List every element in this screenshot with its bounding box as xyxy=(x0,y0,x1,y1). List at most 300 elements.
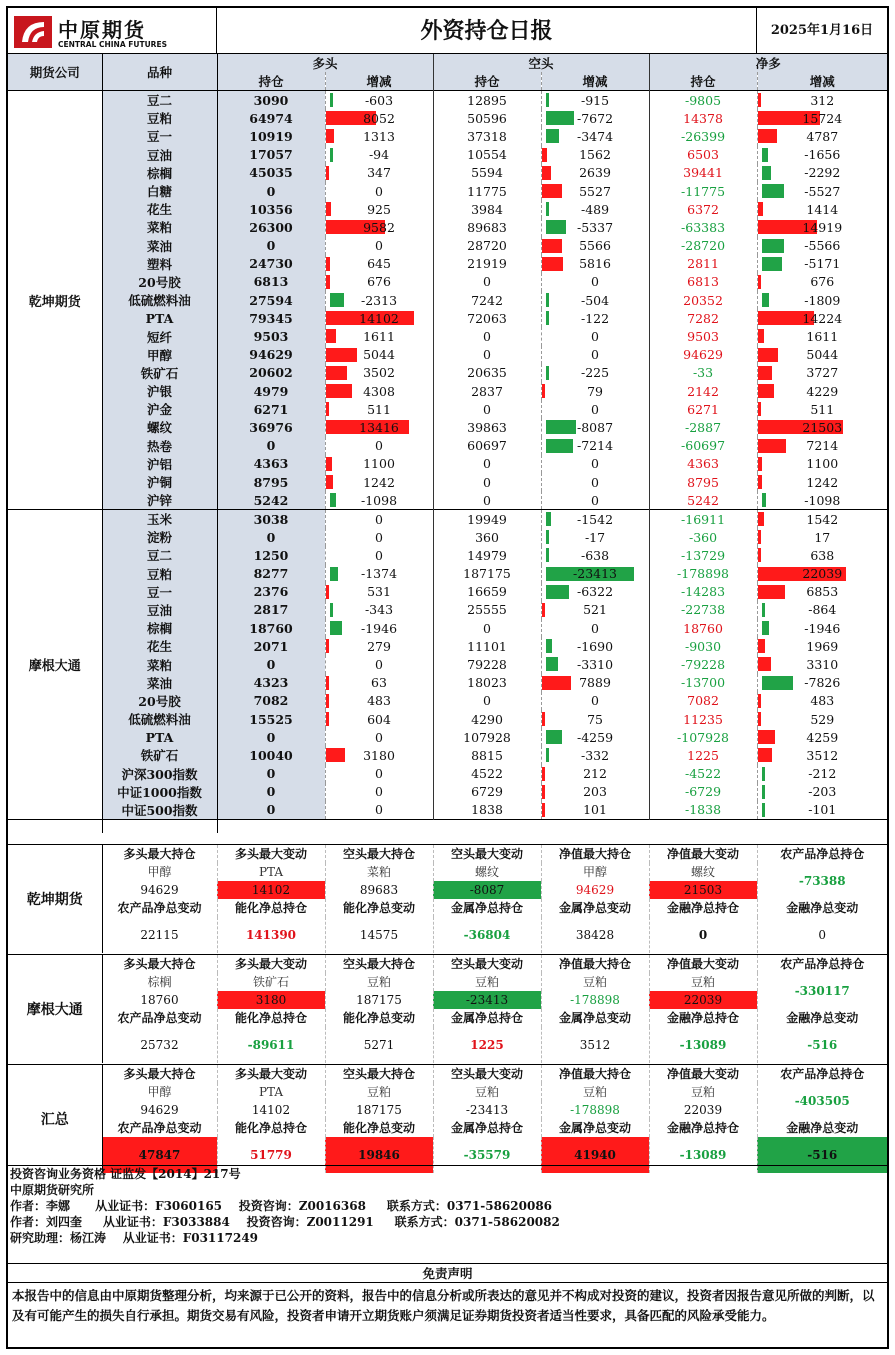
change-cell xyxy=(325,400,433,418)
summary-value: 14102 xyxy=(217,1101,325,1119)
short-hold-cell xyxy=(433,127,541,145)
table-row xyxy=(8,655,887,673)
cell-value: 0 xyxy=(483,474,491,490)
col-short: 空头 xyxy=(433,54,649,72)
increase-bar xyxy=(326,329,336,343)
table-row xyxy=(8,601,887,619)
net-hold-cell xyxy=(649,583,757,601)
decrease-bar xyxy=(546,311,549,325)
instrument-cell: 铁矿石 xyxy=(102,364,217,382)
summary-values2-row xyxy=(8,1027,887,1063)
cell-value: 0 xyxy=(266,238,276,254)
cell-value: 0 xyxy=(483,693,491,709)
decrease-bar xyxy=(762,184,784,198)
summary-company: 摩根大通 xyxy=(8,955,102,1063)
net-hold-cell xyxy=(649,546,757,564)
summary-label: 金属净总变动 xyxy=(541,1009,649,1027)
increase-bar xyxy=(542,239,563,253)
summary-value: 41940 xyxy=(541,1137,649,1173)
cell-value: 5242 xyxy=(687,492,719,508)
change-cell xyxy=(541,400,649,418)
change-cell xyxy=(325,437,433,455)
instrument-cell: 棕榈 xyxy=(102,164,217,182)
summary-label: 金融净总持仓 xyxy=(649,1009,757,1027)
cell-value: -14283 xyxy=(681,584,726,600)
summary-label: 能化净总持仓 xyxy=(217,899,325,917)
increase-bar xyxy=(758,384,775,398)
long-hold-cell xyxy=(217,565,325,583)
cell-value: 0 xyxy=(591,456,599,472)
change-cell xyxy=(757,146,887,164)
summary-labels2-row xyxy=(8,1119,887,1137)
change-cell xyxy=(757,127,887,145)
cell-value: 0 xyxy=(483,456,491,472)
cell-value: -1809 xyxy=(804,292,841,308)
cell-value: 2071 xyxy=(253,638,289,654)
summary-table-3 xyxy=(8,1064,887,1173)
long-hold-cell xyxy=(217,327,325,345)
cell-value: 10040 xyxy=(249,747,293,763)
change-cell xyxy=(541,255,649,273)
change-cell xyxy=(541,218,649,236)
summary-instrument: PTA xyxy=(217,1083,325,1101)
cell-value: 0 xyxy=(375,547,383,563)
change-cell xyxy=(757,765,887,783)
cell-value: 11235 xyxy=(683,711,723,727)
change-cell xyxy=(325,601,433,619)
change-cell xyxy=(541,728,649,746)
increase-bar xyxy=(758,348,778,362)
change-cell xyxy=(541,327,649,345)
cell-value: -28720 xyxy=(681,238,726,254)
change-cell xyxy=(757,728,887,746)
cell-value: 2837 xyxy=(471,383,503,399)
change-cell xyxy=(325,637,433,655)
change-cell xyxy=(541,783,649,801)
change-cell xyxy=(541,801,649,820)
col-net-chg: 增减 xyxy=(757,72,887,91)
change-cell xyxy=(757,237,887,255)
col-short-hold: 持仓 xyxy=(433,72,541,91)
summary-value: 22115 xyxy=(102,917,217,953)
summary-value: 22039 xyxy=(649,1101,757,1119)
short-hold-cell xyxy=(433,583,541,601)
cell-value: 20602 xyxy=(249,365,293,381)
table-row xyxy=(8,455,887,473)
change-cell xyxy=(325,455,433,473)
cell-value: -107928 xyxy=(677,729,729,745)
cell-value: 14224 xyxy=(802,310,843,326)
short-hold-cell xyxy=(433,255,541,273)
cell-value: 3727 xyxy=(806,365,839,381)
change-cell xyxy=(325,382,433,400)
summary-label: 空头最大变动 xyxy=(433,955,541,973)
increase-bar xyxy=(542,384,545,398)
change-cell xyxy=(757,309,887,327)
summary-company: 汇总 xyxy=(8,1065,102,1173)
decrease-bar xyxy=(330,567,339,581)
cell-value: -63383 xyxy=(681,219,726,235)
cell-value: -864 xyxy=(808,602,837,618)
cell-value: -7214 xyxy=(577,438,614,454)
short-hold-cell xyxy=(433,437,541,455)
change-cell xyxy=(757,674,887,692)
cell-value: 0 xyxy=(375,784,383,800)
long-hold-cell xyxy=(217,692,325,710)
col-company: 期货公司 xyxy=(8,54,102,91)
table-row xyxy=(8,473,887,491)
long-hold-cell xyxy=(217,291,325,309)
change-cell xyxy=(541,601,649,619)
cell-value: 1100 xyxy=(363,456,395,472)
long-hold-cell xyxy=(217,601,325,619)
cell-value: -638 xyxy=(580,547,610,563)
instrument-cell: 沪铜 xyxy=(102,473,217,491)
cell-value: -3474 xyxy=(577,128,614,144)
summary-value: -35579 xyxy=(433,1137,541,1173)
cell-value: -26399 xyxy=(681,128,726,144)
short-hold-cell xyxy=(433,182,541,200)
cell-value: 6729 xyxy=(471,784,503,800)
decrease-bar xyxy=(546,420,576,434)
summary-values-row xyxy=(8,991,887,1009)
cell-value: 0 xyxy=(266,784,276,800)
decrease-bar xyxy=(762,257,783,271)
instrument-cell: 菜油 xyxy=(102,674,217,692)
cell-value: -8087 xyxy=(577,419,614,435)
cell-value: 7082 xyxy=(253,693,289,709)
cell-value: 521 xyxy=(583,602,607,618)
cell-value: 79228 xyxy=(467,657,507,673)
cell-value: 45035 xyxy=(249,165,293,181)
cell-value: 0 xyxy=(266,529,276,545)
cell-value: 8277 xyxy=(253,566,289,582)
cell-value: 212 xyxy=(583,766,607,782)
change-cell xyxy=(541,583,649,601)
footer-institute: 中原期货研究所 xyxy=(10,1183,95,1197)
change-cell xyxy=(757,601,887,619)
cell-value: 1313 xyxy=(363,128,395,144)
cell-value: 4290 xyxy=(471,711,503,727)
instrument-cell: 沪银 xyxy=(102,382,217,400)
cell-value: 0 xyxy=(375,802,383,818)
change-cell xyxy=(541,674,649,692)
increase-bar xyxy=(542,785,545,799)
cell-value: 19949 xyxy=(467,511,507,527)
instrument-cell: 豆二 xyxy=(102,546,217,564)
increase-bar xyxy=(326,402,329,416)
long-hold-cell xyxy=(217,710,325,728)
summary-label: 多头最大变动 xyxy=(217,845,325,863)
cell-value: -1946 xyxy=(804,620,841,636)
summary-value: 141390 xyxy=(217,917,325,953)
col-net: 净多 xyxy=(649,54,887,72)
summary-label: 金属净总持仓 xyxy=(433,1119,541,1137)
change-cell xyxy=(541,382,649,400)
net-hold-cell xyxy=(649,565,757,583)
logo-text: 中原期货 xyxy=(58,18,146,42)
summary-instrument: 甲醇 xyxy=(102,1083,217,1101)
summary-label: 金属净总持仓 xyxy=(433,899,541,917)
change-cell xyxy=(541,164,649,182)
net-hold-cell xyxy=(649,146,757,164)
cell-value: 1225 xyxy=(687,747,719,763)
blank-cell xyxy=(757,819,887,833)
summary-value: 187175 xyxy=(325,991,433,1009)
cell-value: 2817 xyxy=(253,602,289,618)
change-cell xyxy=(325,491,433,510)
decrease-bar xyxy=(762,785,765,799)
change-cell xyxy=(325,674,433,692)
cell-value: 3984 xyxy=(471,201,503,217)
change-cell xyxy=(325,218,433,236)
table-row xyxy=(8,327,887,345)
summary-value: 47847 xyxy=(102,1137,217,1173)
long-hold-cell xyxy=(217,728,325,746)
table-row xyxy=(8,491,887,510)
summary-value: -178898 xyxy=(541,991,649,1009)
cell-value: 0 xyxy=(591,401,599,417)
instrument-cell: 沪铝 xyxy=(102,455,217,473)
table-row xyxy=(8,528,887,546)
table-row xyxy=(8,765,887,783)
summary-label: 金属净总变动 xyxy=(541,899,649,917)
cell-value: 14919 xyxy=(802,219,843,235)
cell-value: -1838 xyxy=(685,802,722,818)
cell-value: 18023 xyxy=(467,675,507,691)
summary-label: 农产品净总持仓 xyxy=(757,955,887,973)
summary-instrument: 豆粕 xyxy=(541,1083,649,1101)
long-hold-cell xyxy=(217,200,325,218)
short-hold-cell xyxy=(433,382,541,400)
cell-value: -178898 xyxy=(677,566,729,582)
blank-cell xyxy=(325,819,433,833)
cell-value: 312 xyxy=(810,92,835,108)
summary-value: 0 xyxy=(649,917,757,953)
cell-value: 9503 xyxy=(253,329,289,345)
change-cell xyxy=(757,364,887,382)
cell-value: 0 xyxy=(483,401,491,417)
increase-bar xyxy=(542,257,564,271)
cell-value: 5044 xyxy=(363,347,395,363)
summary-label: 空头最大持仓 xyxy=(325,845,433,863)
long-hold-cell xyxy=(217,473,325,491)
short-hold-cell xyxy=(433,327,541,345)
cell-value: 7889 xyxy=(579,675,611,691)
change-cell xyxy=(325,127,433,145)
summary-label: 净值最大持仓 xyxy=(541,1065,649,1083)
cell-value: 5594 xyxy=(471,165,503,181)
net-hold-cell xyxy=(649,255,757,273)
long-hold-cell xyxy=(217,164,325,182)
col-long-hold: 持仓 xyxy=(217,72,325,91)
blank-row xyxy=(8,819,887,833)
cell-value: 24730 xyxy=(249,256,293,272)
blank-cell xyxy=(102,819,217,833)
cell-value: 604 xyxy=(367,711,391,727)
cell-value: 10919 xyxy=(249,128,293,144)
cell-value: 101 xyxy=(583,802,607,818)
decrease-bar xyxy=(546,530,549,544)
cell-value: 21503 xyxy=(802,419,843,435)
cell-value: 0 xyxy=(591,347,599,363)
change-cell xyxy=(757,583,887,601)
increase-bar xyxy=(542,603,545,617)
net-hold-cell xyxy=(649,473,757,491)
cell-value: 10356 xyxy=(249,201,293,217)
summary-value: -36804 xyxy=(433,917,541,953)
change-cell xyxy=(541,364,649,382)
long-hold-cell xyxy=(217,400,325,418)
cell-value: 8052 xyxy=(363,110,395,126)
decrease-bar xyxy=(330,93,334,107)
cell-value: -4522 xyxy=(685,766,722,782)
long-hold-cell xyxy=(217,510,325,529)
cell-value: 14979 xyxy=(467,547,507,563)
instrument-cell: 塑料 xyxy=(102,255,217,273)
short-hold-cell xyxy=(433,91,541,110)
cell-value: 60697 xyxy=(467,438,507,454)
cell-value: 15525 xyxy=(249,711,293,727)
net-hold-cell xyxy=(649,291,757,309)
table-row xyxy=(8,619,887,637)
short-hold-cell xyxy=(433,400,541,418)
decrease-bar xyxy=(546,657,558,671)
instrument-cell: 短纤 xyxy=(102,327,217,345)
cell-value: 25555 xyxy=(467,602,507,618)
cell-value: -915 xyxy=(580,92,610,108)
table-row xyxy=(8,218,887,236)
decrease-bar xyxy=(762,803,765,817)
cell-value: 6813 xyxy=(687,274,719,290)
change-cell xyxy=(757,473,887,491)
cell-value: 9582 xyxy=(363,219,395,235)
increase-bar xyxy=(542,767,545,781)
decrease-bar xyxy=(762,621,770,635)
summary-label: 能化净总变动 xyxy=(325,899,433,917)
cell-value: -7672 xyxy=(577,110,614,126)
summary-value: 187175 xyxy=(325,1101,433,1119)
cell-value: 27594 xyxy=(249,292,293,308)
short-hold-cell xyxy=(433,346,541,364)
change-cell xyxy=(757,510,887,529)
cell-value: -11775 xyxy=(681,183,726,199)
cell-value: -13700 xyxy=(681,675,726,691)
table-row xyxy=(8,346,887,364)
cell-value: 483 xyxy=(810,693,835,709)
decrease-bar xyxy=(546,220,566,234)
summary-instrument: 豆粕 xyxy=(649,1083,757,1101)
summary-value: -89611 xyxy=(217,1027,325,1063)
cell-value: 9503 xyxy=(687,329,719,345)
net-hold-cell xyxy=(649,674,757,692)
long-hold-cell xyxy=(217,418,325,436)
net-hold-cell xyxy=(649,783,757,801)
cell-value: 483 xyxy=(367,693,391,709)
summary-label: 金融净总变动 xyxy=(757,899,887,917)
cell-value: -1690 xyxy=(577,638,614,654)
net-hold-cell xyxy=(649,418,757,436)
summary-value: -13089 xyxy=(649,1137,757,1173)
change-cell xyxy=(325,655,433,673)
net-hold-cell xyxy=(649,528,757,546)
net-hold-cell xyxy=(649,637,757,655)
cell-value: 0 xyxy=(591,474,599,490)
cell-value: 347 xyxy=(367,165,391,181)
cell-value: 3038 xyxy=(253,511,289,527)
table-row xyxy=(8,437,887,455)
summary-labels-row xyxy=(8,955,887,973)
summary-label: 能化净总持仓 xyxy=(217,1119,325,1137)
cell-value: 3180 xyxy=(363,747,395,763)
summary-instrument: 菜粕 xyxy=(325,863,433,881)
summary-value: -23413 xyxy=(433,991,541,1009)
net-hold-cell xyxy=(649,382,757,400)
net-hold-cell xyxy=(649,182,757,200)
cell-value: 20635 xyxy=(467,365,507,381)
cell-value: 17 xyxy=(814,529,831,545)
summary-label: 农产品净总持仓 xyxy=(757,1065,887,1083)
decrease-bar xyxy=(546,639,552,653)
cell-value: -5337 xyxy=(577,219,614,235)
summary-label: 金属净总变动 xyxy=(541,1119,649,1137)
cell-value: -5527 xyxy=(804,183,841,199)
summary-names-row xyxy=(8,863,887,881)
cell-value: 5242 xyxy=(253,492,289,508)
change-cell xyxy=(541,127,649,145)
table-row xyxy=(8,728,887,746)
summary-label: 多头最大变动 xyxy=(217,955,325,973)
summary-label: 多头最大持仓 xyxy=(102,955,217,973)
long-hold-cell xyxy=(217,674,325,692)
instrument-cell: 沪金 xyxy=(102,400,217,418)
table-row xyxy=(8,237,887,255)
short-hold-cell xyxy=(433,309,541,327)
short-hold-cell xyxy=(433,801,541,820)
increase-bar xyxy=(326,366,348,380)
footer-author-2: 作者：刘四奎 从业证书：F3033884 投资咨询：Z0011291 联系方式：0371-58620082 xyxy=(10,1215,560,1229)
cell-value: 645 xyxy=(367,256,391,272)
summary-values2-row xyxy=(8,917,887,953)
summary-value: -516 xyxy=(757,1027,887,1063)
cell-value: 676 xyxy=(367,274,391,290)
instrument-cell: PTA xyxy=(102,728,217,746)
cell-value: -332 xyxy=(580,747,610,763)
decrease-bar xyxy=(546,93,549,107)
cell-value: 94629 xyxy=(683,347,723,363)
summary-instrument: 螺纹 xyxy=(433,863,541,881)
table-row xyxy=(8,546,887,564)
summary-instrument: 豆粕 xyxy=(433,973,541,991)
cell-value: 1969 xyxy=(806,638,839,654)
table-row xyxy=(8,364,887,382)
instrument-cell: 菜油 xyxy=(102,237,217,255)
change-cell xyxy=(541,510,649,529)
change-cell xyxy=(757,528,887,546)
increase-bar xyxy=(326,748,346,762)
cell-value: 7214 xyxy=(806,438,839,454)
change-cell xyxy=(541,418,649,436)
cell-value: 0 xyxy=(483,620,491,636)
increase-bar xyxy=(326,694,329,708)
short-hold-cell xyxy=(433,291,541,309)
cell-value: 0 xyxy=(591,620,599,636)
logo xyxy=(8,8,217,54)
summary-instrument: 棕榈 xyxy=(102,973,217,991)
increase-bar xyxy=(758,475,763,489)
increase-bar xyxy=(326,129,334,143)
increase-bar xyxy=(758,530,761,544)
